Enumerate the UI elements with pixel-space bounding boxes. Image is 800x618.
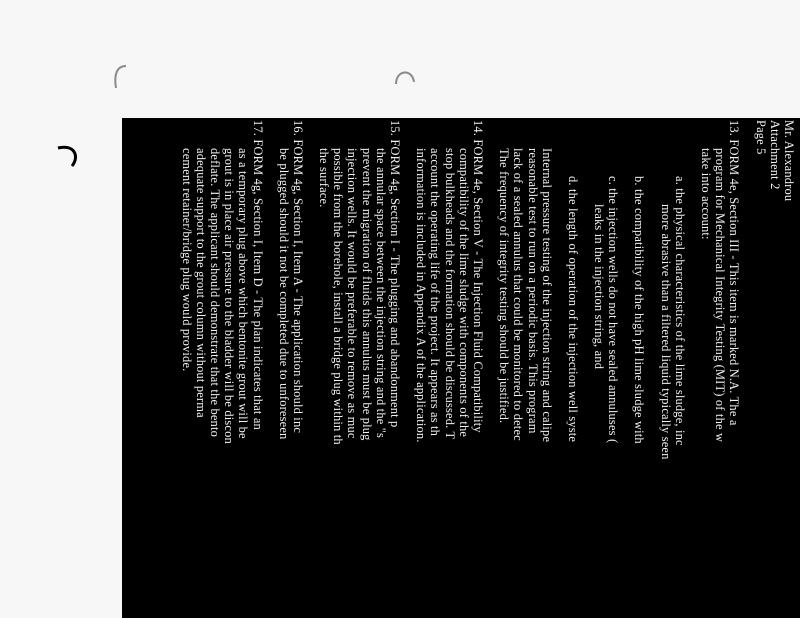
item17-line6: cement retainer/bridge plug would provide. [179,148,194,372]
item13-closing-line3: lack of a sealed annulus that could be monitored to detec [511,148,526,441]
item13-a-line2: more abrasive than a filtered liquid typically seen [658,204,673,460]
item13-line2: program for Mechanical Integrity Testing (MIT) of the w [713,148,728,443]
item14-line3: stop bulkheads and the formation should be discussed. T [442,148,457,440]
item16-line2: be plugged should it not be completed due to unforeseen [276,148,291,440]
item15-line6: the surface. [317,148,332,208]
item13-c-line1: c. the injection wells do not have sealed annuluses ( [606,176,621,444]
item15-line2: the annular space between the injection string and the "s [373,148,388,438]
item13-a-line1: a. the physical characteristics of the lime sludge, inc [672,176,687,446]
binder-hole-mark-left [108,62,130,92]
item13-b-line1: b. the compatibility of the high pH lime sludge with [632,176,647,444]
binder-hole-mark-margin [52,142,82,172]
item13-line3: take into account: [699,148,714,240]
item15-line1: 15. FORM 4g, Section I - The plugging and abandonment p [388,120,403,428]
item14-line1: 14. FORM 4e, Section V - The Injection Fluid Compatibility [471,120,485,433]
item13-closing-line4: The frequency of integrity testing should be justified. [497,148,512,424]
item15-line5: possible from the borehole, install a bridge plug within th [331,148,346,445]
item13-line1: 13. FORM 4e, Section III - This item is marked N.A. The a [727,120,742,426]
item14-line4: account the operating life of the project. It appears as th [428,148,443,437]
item15-line3: prevent the migration of fluids this annulus must be plug [359,148,374,441]
item13-closing-line1: Internal pressure testing of the injection string and calipe [539,148,554,443]
page-number-line: Page 5 [753,120,768,155]
item17-line1: 17. FORM 4g, Section I, Item D - The plan indicates that an [250,120,265,430]
item17-line5: adequate support to the grout column without perma [193,148,208,418]
item13-c-line2: leaks in the injection string, and [592,204,607,370]
item17-line4: deflate. The applicant should demonstrate that the bento [208,148,222,437]
document-text-region [122,118,800,618]
item15-line4: injection wells. It would be preferable to remove as muc [345,148,360,439]
item16-line1: 16. FORM 4g, Section I, Item A - The application should inc [290,120,305,434]
attachment-line: Attachment 2 [767,120,782,190]
item17-line2: as a temporary plug above which bentonite grout will be [236,148,251,439]
binder-hole-mark-center [392,64,418,88]
recipient-line: Mr. Alexandrou [782,120,796,202]
item14-line2: compatibility of the lime sludge with components of the [456,148,471,438]
item14-line5: information is included in Appendix A of the application. [414,148,429,443]
item13-d-line1: d. the length of operation of the injection well syste [565,176,580,443]
item13-closing-line2: reasonable test to run on a periodic basis. This program [525,148,540,434]
item17-line3: grout is in place air pressure to the bladder will be discon [222,148,237,444]
rotated-letter-body [122,118,800,618]
